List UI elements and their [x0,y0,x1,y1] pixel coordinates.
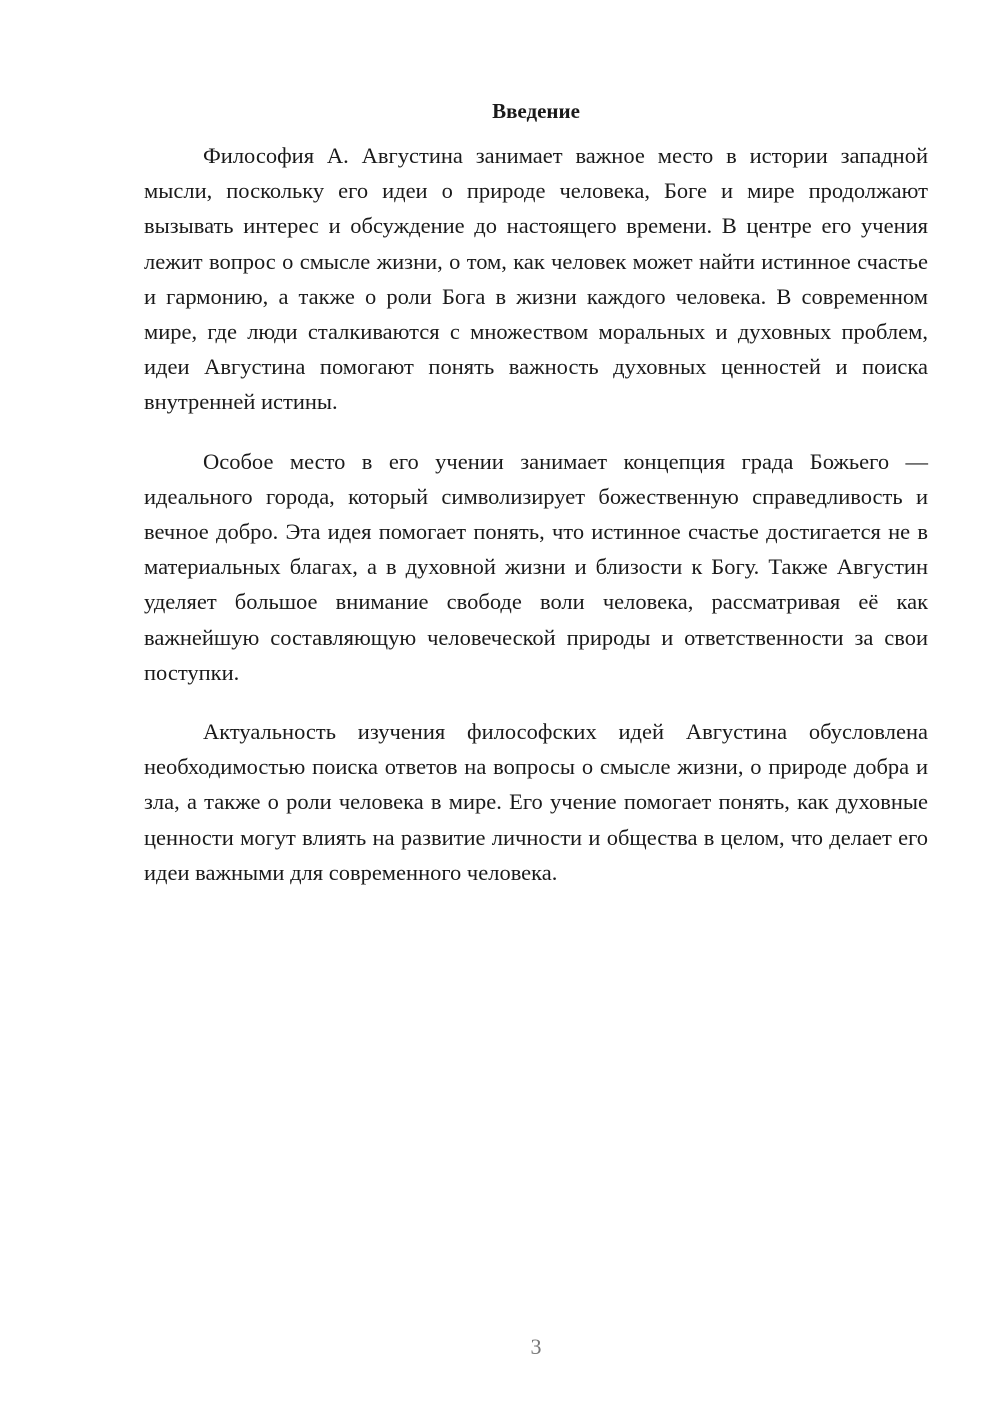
paragraph: Особое место в его учении занимает концепция града Божьего — идеального города, который символизирует божественную справедливость и вечное добро. Эта идея помогает понять, что истинное счастье достигается не в материальных благах, а в духовной жизни и близости к Богу. Также Августин уделяет большое внимание свободе воли человека, рассматривая её как важнейшую составляющую человеческой природы и ответственности за свои поступки. [144,448,928,685]
section-heading: Введение [492,99,580,123]
page-content [144,96,928,914]
paragraph: Философия А. Августина занимает важное место в истории западной мысли, поскольку его идеи о природе человека, Боге и мире продолжают вызывать интерес и обсуждение до настоящего времени. В центре его учения лежит вопрос о смысле жизни, о том, как человек может найти истинное счастье и гармонию, а также о роли Бога в жизни каждого человека. В современном мире, где люди сталкиваются с множеством моральных и духовных проблем, идеи Августина помогают понять важность духовных ценностей и поиска внутренней истины. [144,143,928,415]
paragraph: Актуальность изучения философских идей Августина обусловлена необходимостью поиска ответов на вопросы о смысле жизни, о природе добра и зла, а также о роли человека в мире. Его учение помогает понять, как духовные ценности могут влиять на развитие личности и общества в целом, что делает его идеи важными для современного человека. [144,719,928,885]
page-number: 3 [530,1334,542,1359]
